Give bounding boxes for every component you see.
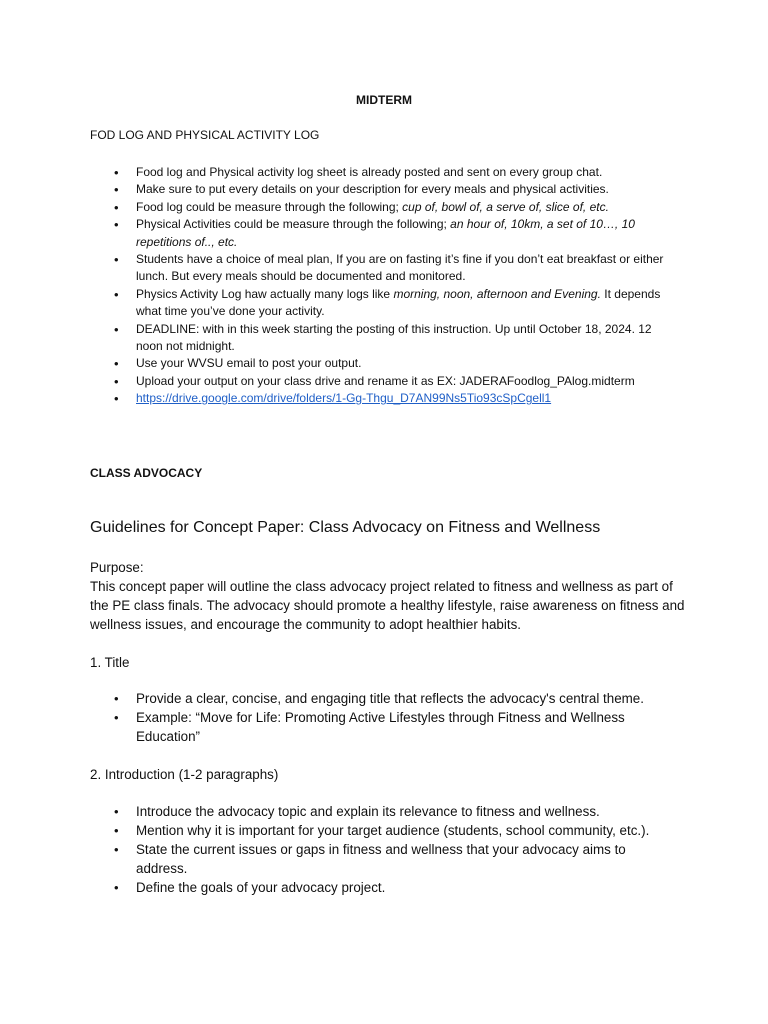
- list-item: • State the current issues or gaps in fitness and wellness that your advocacy aims to address.: [112, 840, 672, 878]
- list-item: • Mention why it is important for your target audience (students, school community, etc.).: [112, 821, 672, 840]
- list-item: [112, 390, 672, 407]
- purpose-paragraph: This concept paper will outline the class advocacy project related to fitness and wellness as part of the PE class finals. The advocacy should promote a healthy lifestyle, raise awareness on fitness and wellness issues, and encourage the community to adopt healthier habits.: [90, 579, 685, 632]
- drive-folder-link[interactable]: https://drive.google.com/drive/folders/1-Gg-Thgu_D7AN99Ns5Tio93cSpCgell1: [136, 391, 552, 406]
- midterm-bullet-list: [112, 164, 672, 408]
- midterm-subtitle: FOD LOG AND PHYSICAL ACTIVITY LOG: [90, 128, 320, 142]
- purpose-label: Purpose:: [90, 560, 144, 575]
- list-item: • Example: “Move for Life: Promoting Active Lifestyles through Fitness and Wellness Education”: [112, 708, 672, 746]
- list-item: • Food log could be measure through the following; cup of, bowl of, a serve of, slice of, etc.: [112, 199, 672, 216]
- list-item: • Define the goals of your advocacy project.: [112, 878, 672, 897]
- list-item: • Introduce the advocacy topic and explain its relevance to fitness and wellness.: [112, 802, 672, 821]
- list-item: • DEADLINE: with in this week starting the posting of this instruction. Up until October 18, 2024. 12 noon not midnight.: [112, 321, 672, 356]
- class-advocacy-label: CLASS ADVOCACY: [90, 466, 203, 480]
- introduction-section-label: 2. Introduction (1-2 paragraphs): [90, 767, 279, 782]
- list-item: • Physics Activity Log haw actually many logs like morning, noon, afternoon and Evening. It depends what time you’ve done your activity.: [112, 286, 672, 321]
- list-item: • Food log and Physical activity log sheet is already posted and sent on every group chat.: [112, 164, 672, 181]
- title-bullet-list: [112, 689, 672, 746]
- midterm-title: MIDTERM: [356, 93, 412, 107]
- list-item: • Make sure to put every details on your description for every meals and physical activities.: [112, 181, 672, 198]
- introduction-bullet-list: [112, 802, 672, 897]
- list-item: • Students have a choice of meal plan, If you are on fasting it’s fine if you don’t eat breakfast or either lunch. But every meals should be documented and monitored.: [112, 251, 672, 286]
- list-item: • Use your WVSU email to post your output.: [112, 355, 672, 372]
- concept-paper-heading: Guidelines for Concept Paper: Class Advocacy on Fitness and Wellness: [90, 519, 601, 536]
- title-section-label: 1. Title: [90, 655, 130, 670]
- list-item: • Provide a clear, concise, and engaging title that reflects the advocacy's central theme.: [112, 689, 672, 708]
- list-item: • Physical Activities could be measure through the following; an hour of, 10km, a set of 10…, 10 repetitions of.., etc.: [112, 216, 672, 251]
- list-item: • Upload your output on your class drive and rename it as EX: JADERAFoodlog_PAlog.midterm: [112, 373, 672, 390]
